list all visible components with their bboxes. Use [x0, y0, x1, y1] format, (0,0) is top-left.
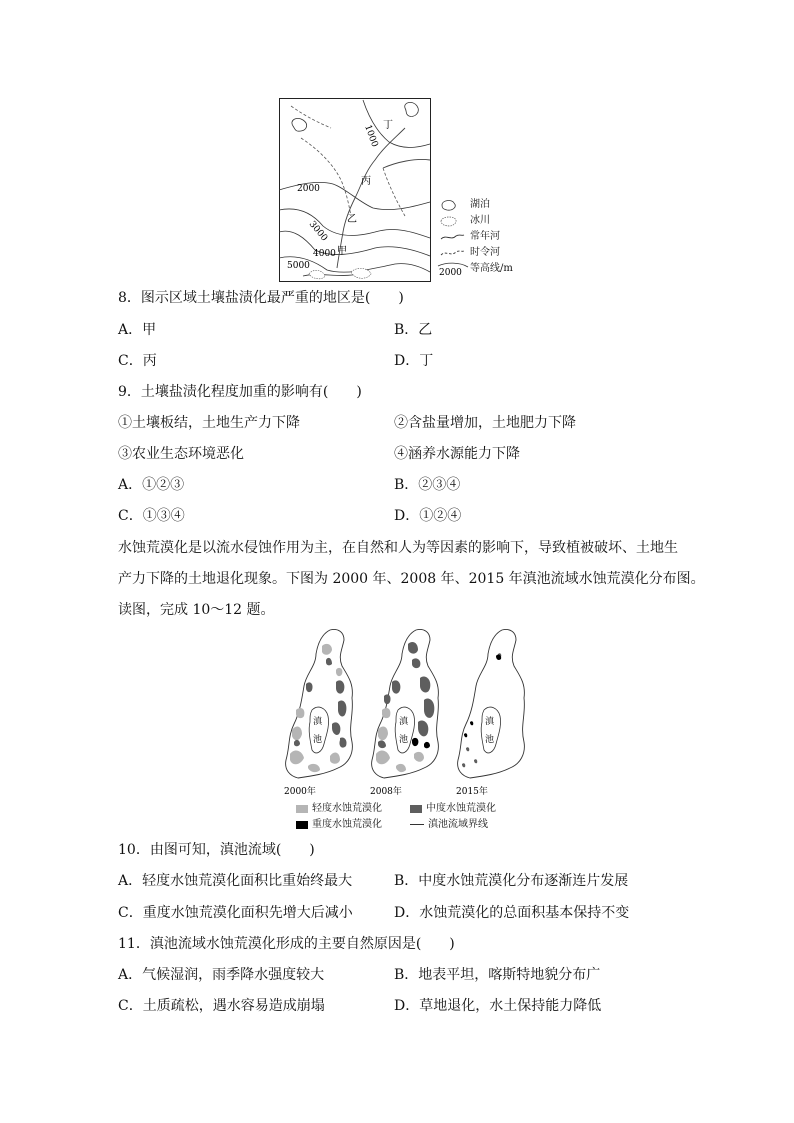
- place-label-yi: 乙: [347, 214, 357, 225]
- q9-item-3: ③农业生态环境恶化: [118, 446, 244, 462]
- question-9-stem: 9．土壤盐渍化程度加重的影响有( ): [118, 384, 362, 400]
- q8-option-b[interactable]: B．乙: [394, 322, 433, 338]
- q10-option-c[interactable]: C．重度水蚀荒漠化面积先增大后减小: [118, 905, 353, 921]
- lake-label-top: 滇: [485, 717, 495, 727]
- lake-label-bottom: 池: [485, 735, 495, 745]
- map-2015: [456, 629, 524, 797]
- legend-boundary: 滇池流域界线: [410, 818, 488, 832]
- legend-row-lake: 湖泊: [438, 198, 548, 212]
- q9-option-a[interactable]: A．①②③: [118, 477, 185, 493]
- passage-line-2: 产力下降的土地退化现象。下图为 2000 年、2008 年、2015 年滇池流域水蚀荒漠化分布图。: [118, 571, 705, 587]
- q10-option-d[interactable]: D．水蚀荒漠化的总面积基本保持不变: [394, 905, 630, 921]
- lake-icon: [438, 198, 466, 212]
- q11-option-b[interactable]: B．地表平坦，喀斯特地貌分布广: [394, 967, 601, 983]
- q11-option-d[interactable]: D．草地退化，水土保持能力降低: [394, 998, 602, 1014]
- legend-row-contour: 2000 等高线/m: [438, 262, 548, 276]
- q9-item-4: ④涵养水源能力下降: [394, 446, 520, 462]
- q8-option-c[interactable]: C．丙: [118, 353, 157, 369]
- contour-line-icon: [436, 261, 470, 277]
- year-label-2000: 2000年: [284, 787, 316, 797]
- question-8-stem: 8．图示区域土壤盐渍化最严重的地区是( ): [118, 290, 404, 306]
- q10-option-b[interactable]: B．中度水蚀荒漠化分布逐渐连片发展: [394, 873, 629, 889]
- q8-option-d[interactable]: D．丁: [394, 353, 434, 369]
- boundary-line: [410, 824, 424, 825]
- legend-row-glacier: 冰川: [438, 214, 548, 228]
- glacier-icon: [438, 214, 466, 228]
- legend-row-seasonal-river: 时令河: [438, 246, 548, 260]
- place-label-ding: 丁: [383, 120, 393, 131]
- contour-label-1000: 1000: [362, 123, 380, 149]
- place-label-jia: 甲: [337, 246, 347, 257]
- question-11-stem: 11．滇池流域水蚀荒漠化形成的主要自然原因是( ): [118, 936, 455, 952]
- lake-label-bottom: 池: [313, 735, 323, 745]
- contour-label-2000: 2000: [297, 184, 320, 194]
- seasonal-river-icon: [438, 246, 466, 260]
- place-label-bing: 丙: [361, 176, 371, 187]
- contour-label-4000: 4000: [313, 249, 336, 259]
- contour-map: [279, 98, 431, 282]
- lake-label-bottom: 池: [399, 735, 409, 745]
- year-label-2008: 2008年: [370, 787, 402, 797]
- q8-option-a[interactable]: A．甲: [118, 322, 157, 338]
- map-2008: [370, 629, 438, 797]
- lake-label-top: 滇: [313, 717, 323, 727]
- severe-swatch: [296, 821, 308, 829]
- map2-legend: [292, 802, 552, 836]
- map1-legend: [438, 198, 548, 280]
- q11-option-c[interactable]: C．土质疏松，遇水容易造成崩塌: [118, 998, 325, 1014]
- q9-option-c[interactable]: C．①③④: [118, 508, 185, 524]
- question-10-stem: 10．由图可知，滇池流域( ): [118, 842, 315, 858]
- year-label-2015: 2015年: [456, 787, 488, 797]
- legend-medium: 中度水蚀荒漠化: [410, 802, 496, 816]
- q10-option-a[interactable]: A．轻度水蚀荒漠化面积比重始终最大: [118, 873, 353, 889]
- medium-swatch: [410, 805, 422, 813]
- contour-label-3000: 3000: [306, 219, 330, 244]
- q9-option-b[interactable]: B．②③④: [394, 477, 461, 493]
- q9-item-1: ①土壤板结，土地生产力下降: [118, 415, 300, 431]
- perennial-river-icon: [438, 230, 466, 244]
- q11-option-a[interactable]: A．气候湿润，雨季降水强度较大: [118, 967, 325, 983]
- contour-label-5000: 5000: [287, 261, 310, 271]
- q9-item-2: ②含盐量增加，土地肥力下降: [394, 415, 576, 431]
- legend-severe: 重度水蚀荒漠化: [296, 818, 382, 832]
- light-swatch: [296, 805, 308, 813]
- dianchi-desertification-maps: [268, 626, 536, 802]
- legend-row-perennial-river: 常年河: [438, 230, 548, 244]
- passage-line-3: 读图，完成 10～12 题。: [118, 602, 275, 618]
- legend-light: 轻度水蚀荒漠化: [296, 802, 382, 816]
- map-2000: [284, 629, 352, 797]
- q9-option-d[interactable]: D．①②④: [394, 508, 462, 524]
- svg-text:2000: 2000: [439, 268, 462, 277]
- passage-line-1: 水蚀荒漠化是以流水侵蚀作用为主，在自然和人为等因素的影响下，导致植被破坏、土地生: [118, 540, 678, 556]
- lake-label-top: 滇: [399, 717, 409, 727]
